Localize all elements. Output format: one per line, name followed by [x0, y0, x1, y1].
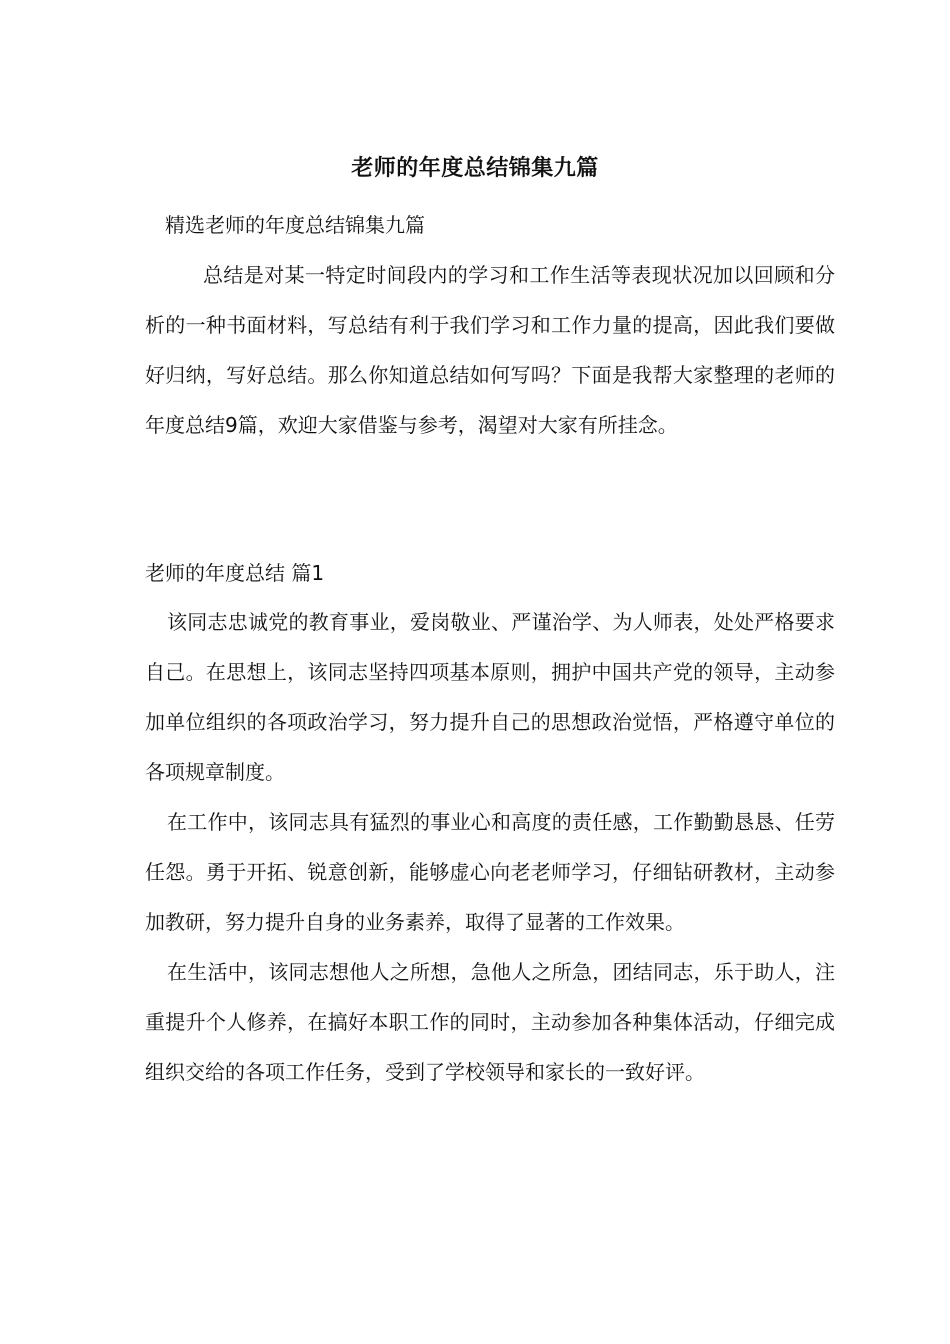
intro-paragraph: 总结是对某一特定时间段内的学习和工作生活等表现状况加以回顾和分析的一种书面材料，写总结有利于我们学习和工作力量的提高，因此我们要做好归纳，写好总结。那么你知道总结如何写吗？下面是我帮大家整理的老师的年度总结9篇，欢迎大家借鉴与参考，渴望对大家有所挂念。	[145, 263, 835, 437]
section-body	[145, 597, 835, 1097]
intro-block	[145, 250, 835, 450]
page-title: 老师的年度总结锦集九篇	[351, 156, 599, 181]
body-paragraph-2: 在工作中，该同志具有猛烈的事业心和高度的责任感，工作勤勤恳恳、任劳任怨。勇于开拓、锐意创新，能够虚心向老老师学习，仔细钻研教材，主动参加教研，努力提升自身的业务素养，取得了显著的工作效果。	[145, 810, 835, 934]
body-paragraph-1: 该同志忠诚党的教育事业，爱岗敬业、严谨治学、为人师表，处处严格要求自己。在思想上，该同志坚持四项基本原则，拥护中国共产党的领导，主动参加单位组织的各项政治学习，努力提升自己的思想政治觉悟，严格遵守单位的各项规章制度。	[145, 610, 835, 784]
section-heading: 老师的年度总结 篇1	[145, 561, 325, 585]
page-subtitle: 精选老师的年度总结锦集九篇	[165, 213, 425, 237]
body-paragraph-3: 在生活中，该同志想他人之所想，急他人之所急，团结同志，乐于助人，注重提升个人修养，在搞好本职工作的同时，主动参加各种集体活动，仔细完成组织交给的各项工作任务，受到了学校领导和家长的一致好评。	[145, 960, 835, 1084]
